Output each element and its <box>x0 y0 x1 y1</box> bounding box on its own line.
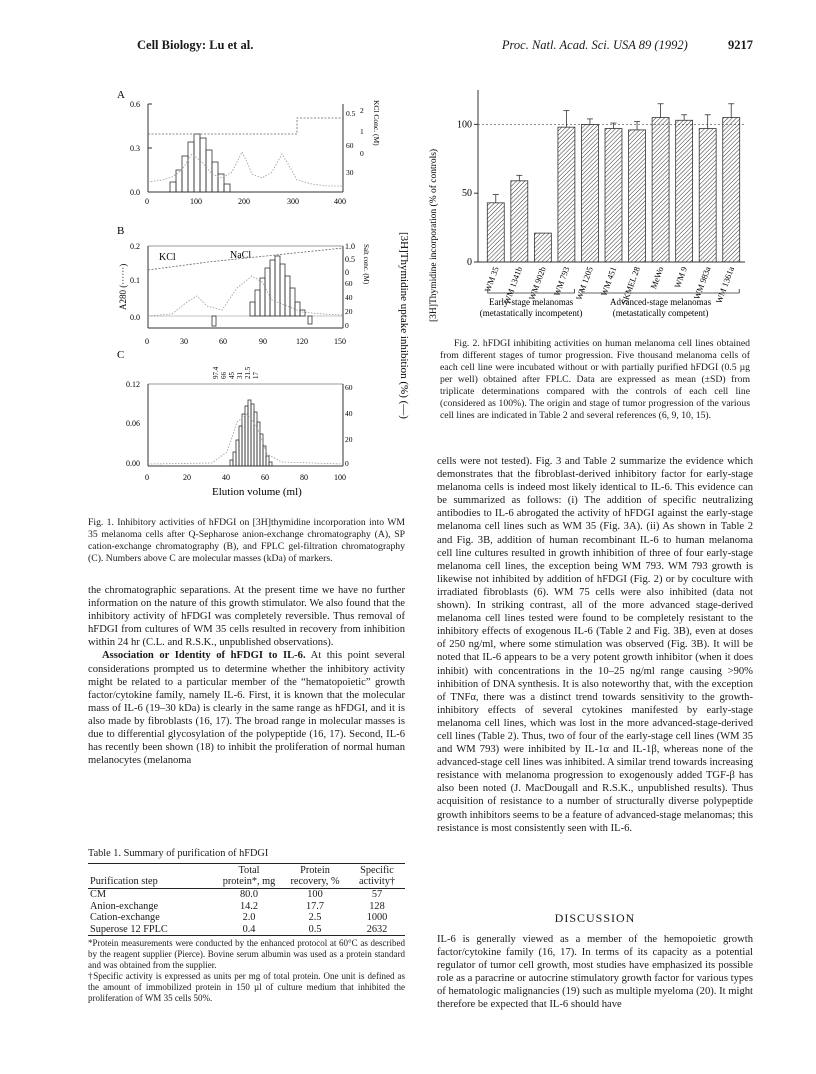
panel-a-kcl-tick: 2 <box>360 106 364 115</box>
paragraph: cells were not tested). Fig. 3 and Table 2 summarize the evidence which demonstrates that the fibroblast-derived inhibitory factor for early-stage melanoma cells is indeed most likely identical to IL-6. This evidence can be summarized as follows: (i) The addition of specific neutralizing antibodies to IL-6 abrogated the activity of hFDGI against the early-stage melanoma cell lines such as WM 35 (Fig. 3A). (ii) As shown in Table 2 and Fig. 3B, addition of human recombinant IL-6 to human melanoma cell line cultures resulted in growth inhibition of three of four early-stage melanoma cell lines, the exception being WM 793. WM 793 growth is likewise not inhibited by addition of hFDGI (Fig. 2) or by coculture with irradiated fibroblasts (6). WM 75 cells were also inhibited (data not shown). In striking contrast, all of the more advanced stage-derived melanoma cell lines tested were found to be completely resistant to the inhibitory effects of exogenous IL-6 (Table 2 and Fig. 3B), even at doses of 250 ng/ml, where some stimulation was observed (Fig. 3B). It will be noted that IL-6 appears to be a very potent growth inhibitor (when it does inhibit) with concentrations in the 10–25 ng/ml range causing >90% inhibition of DNA synthesis. It is also noteworthy that, with the exception of TNFα, there was a distinct trend towards sensitivity to the growth-inhibitory effects of several cytokines manifested by early-stage melanoma cell lines, which was lost in the more advanced-stage-derived cell lines (Table 2). Thus, two of four of the early-stage cell lines (WM 35 and WM 793) were inhibited by IL-1α and IL-1β, whereas none of the advanced-stage cell lines was inhibited. A similar trend towards increasing resistance with melanoma progression to exogenously added TGF-β has also been noted (J. MacDougall and R.S.K., unpublished results). Thus acquisition of resistance to a number of structurally diverse polypeptide growth inhibitors seems to be a feature of advanced-stage melanomas; this resistance is most consistently seen with IL-6. <box>437 456 753 834</box>
bar <box>558 127 575 262</box>
table-row <box>88 912 405 924</box>
panel-a-kcl-gradient <box>148 118 343 134</box>
panel-b-xtick: 150 <box>334 337 346 346</box>
category-label: WM 1205 <box>573 265 595 302</box>
panel-c-xtick: 40 <box>222 473 230 482</box>
bar <box>487 203 504 262</box>
histogram-bar <box>245 406 248 466</box>
histogram-bar <box>250 302 255 316</box>
histogram-bar <box>280 264 285 316</box>
panel-c-right-tick: 20 <box>345 435 353 444</box>
table-cell: 17.7 <box>305 900 325 912</box>
panel-a-xtick: 200 <box>238 197 250 206</box>
histogram-bar <box>206 150 212 192</box>
table-cell: CM <box>90 889 107 900</box>
histogram-bar <box>233 452 236 466</box>
histogram-bar <box>236 440 239 466</box>
discussion-heading: DISCUSSION <box>554 911 636 925</box>
table-footnote: *Protein measurements were conducted by the enhanced protocol at 60°C as described by the reagent supplier (Pierce). Bovine serum albumin was used as a protein standard and was obtained from the supplier. <box>88 938 405 970</box>
histogram-bar <box>255 290 260 316</box>
panel-a-xtick: 300 <box>287 197 299 206</box>
y-tick-label: 0 <box>467 257 472 268</box>
figure-2-caption: Fig. 2. hFDGI inhibiting activities on human melanoma cell lines obtained from different stages of tumor progression. Five thousand melanoma cells of each cell line were incubated without or with partially purified hFDGI (0.5 µg per well) obtained after FPLC. Data are expressed as mean (±SD) from triplicate determinations compared with the controls of each cell line (considered as 100%). The origin and stage of tumor progression of the various cell lines are indicated in Table 2 and several references (6, 9, 10, 15). <box>440 338 750 421</box>
table-footnotes <box>88 938 405 1004</box>
paragraph: IL-6 is generally viewed as a member of the hemopoietic growth factor/cytokine family (16, 17). In terms of its capacity as a potential regulator of tumor cell growth, most studies have emphasized its possible role as a paracrine or autocrine stimulatory growth factor for various types of hematologic malignancies (19) such as multiple myeloma (20). It might therefore be expected that IL-6 should have <box>437 934 753 1011</box>
category-label: WM 1361a <box>713 265 737 305</box>
histogram-bar <box>254 412 257 466</box>
category-label: MeWo <box>648 265 666 291</box>
panel-c-xtick: 80 <box>300 473 308 482</box>
panel-a-ytick: 0.6 <box>130 100 140 109</box>
histogram-bar <box>266 456 269 466</box>
panel-c-a280-trace <box>148 414 343 464</box>
panel-b-xtick: 60 <box>219 337 227 346</box>
histogram-bar <box>260 278 265 316</box>
table-cell: 80.0 <box>239 889 259 900</box>
histogram-bar <box>248 400 251 466</box>
category-label: WM 9 <box>672 265 690 290</box>
table-cell: 0.4 <box>242 923 256 935</box>
panel-a-kcl-label: KCl Conc. (M) <box>372 100 381 146</box>
table-cell: 2.0 <box>242 912 256 923</box>
panel-b-ytick: 0.1 <box>130 276 140 285</box>
table-header-row <box>88 864 405 889</box>
histogram-bar <box>242 414 245 466</box>
column-header: Total protein*, mg <box>222 865 276 887</box>
panel-c-xtick: 60 <box>261 473 269 482</box>
category-label: WM 35 <box>482 265 501 294</box>
bar <box>581 124 598 262</box>
y-axis-label: [3H]Thymidine incorporation (% of controls) <box>429 148 439 322</box>
panel-c-ytick: 0.06 <box>126 419 140 428</box>
histogram-bar <box>275 256 280 316</box>
marker-label: 21.5 <box>244 366 252 379</box>
advanced-stage-group-label: (metastatically competent) <box>612 308 709 318</box>
bar <box>699 129 716 262</box>
section-heading: Association or Identity of hFDGI to IL-6. <box>102 650 306 662</box>
panel-b-pct-tick: 60 <box>345 279 353 288</box>
table-footnote: †Specific activity is expressed as units per mg of total protein. One unit is defined as the amount of immobilized protein in 150 µl of culture medium that inhibited the proliferation of WM 35 cells 50%. <box>88 971 405 1003</box>
running-head-left: Cell Biology: Lu et al. <box>137 38 254 52</box>
table-cell: Cation-exchange <box>90 912 160 923</box>
histogram-bar <box>170 182 176 192</box>
marker-label: 17 <box>252 372 260 379</box>
panel-c-xtick: 0 <box>145 473 149 482</box>
histogram-bar <box>290 288 295 316</box>
paragraph: the chromatographic separations. At the present time we have no further information on the nature of this growth stimulator. We also found that the inhibitory activity of hFDGI was completely reversible. Thus removal of hFDGI from cultures of WM 35 cells resulted in recovery from inhibition within 24 hr (C.L. and R.S.K., unpublished observations). <box>88 585 405 649</box>
panel-c-axes <box>148 384 343 466</box>
panel-b-bars <box>212 256 312 326</box>
bar <box>629 130 646 262</box>
panel-b-salt-tick: 0 <box>345 268 349 277</box>
paragraph: Association or Identity of hFDGI to IL-6. At this point several considerations prompted us to determine whether the inhibitory activity might be related to a particular member of the “hematopoietic” growth factor/cytokine family, namely IL-6. First, it is known that the molecular mass of IL-6 (19–30 kDa) is clearly in the same range as hFDGI, and it is also made by fibroblasts (16, 17). The broad range in molecular masses is due to differential glycosylation of the polypeptide (16, 17). Second, IL-6 has recently been shown (18) to inhibit the proliferation of normal human melanocytes (melanoma <box>88 650 405 767</box>
histogram-bar <box>212 316 216 326</box>
table-row <box>88 889 405 901</box>
table-cell: 100 <box>307 889 323 900</box>
panel-c-right-tick: 0 <box>345 459 349 468</box>
panel-c-right-tick: 60 <box>345 383 353 392</box>
panel-c-right-tick: 40 <box>345 409 353 418</box>
histogram-bar <box>269 462 272 466</box>
running-head-right <box>373 38 753 53</box>
panel-a-right-tick: 0.5 <box>346 109 356 118</box>
histogram-bar <box>230 460 233 466</box>
panel-a-xtick: 0 <box>145 197 149 206</box>
panel-b-salt-tick: 0.5 <box>345 255 355 264</box>
histogram-bar <box>308 316 312 324</box>
bar <box>676 120 693 262</box>
panel-c-xtick: 20 <box>183 473 191 482</box>
table-cell: Anion-exchange <box>90 900 159 912</box>
panel-a-kcl-tick: 0 <box>360 149 364 158</box>
panel-b-pct-tick: 40 <box>345 293 353 302</box>
purification-table <box>88 863 405 936</box>
panel-c-letter: C <box>117 349 125 361</box>
bar <box>605 129 622 262</box>
panel-b-xtick: 90 <box>259 337 267 346</box>
table-row <box>88 924 405 936</box>
table-cell: 0.5 <box>308 923 322 935</box>
right-column-text <box>437 455 753 835</box>
table-cell: 128 <box>369 900 385 912</box>
category-label: SKMEL 28 <box>619 265 642 306</box>
panel-b-xtick: 30 <box>180 337 188 346</box>
advanced-stage-group-label: Advanced-stage melanomas <box>609 297 712 307</box>
panel-b-y-label: A280 (······) <box>118 263 128 310</box>
histogram-bar <box>212 162 218 192</box>
marker-label: 66 <box>220 372 228 379</box>
column-header: Specific activity† <box>358 865 396 887</box>
figure-1 <box>112 82 412 502</box>
panel-b-salt-tick: 1.0 <box>345 242 355 251</box>
histogram-bar <box>295 302 300 316</box>
table-cell: 14.2 <box>239 900 259 912</box>
panel-b-letter: B <box>117 225 125 237</box>
panel-c-ytick: 0.00 <box>126 459 140 468</box>
panel-c-markers <box>212 366 260 379</box>
table-body <box>88 889 405 936</box>
bar <box>723 118 740 262</box>
y-tick-label: 50 <box>462 188 472 200</box>
histogram-bar <box>188 142 194 192</box>
table-cell: Superose 12 FPLC <box>90 923 168 935</box>
panel-b-xtick: 120 <box>296 337 308 346</box>
category-label: WM 451 <box>598 265 619 298</box>
panel-a-xtick: 100 <box>190 197 202 206</box>
panel-b-ytick: 0.2 <box>130 242 140 251</box>
panel-a-axes <box>148 104 343 192</box>
histogram-bar <box>194 134 200 192</box>
table-row <box>88 901 405 913</box>
table-cell: 2632 <box>366 923 388 935</box>
panel-b-ytick: 0.0 <box>130 313 140 322</box>
panel-a-bars <box>170 134 230 192</box>
histogram-bar <box>182 156 188 192</box>
table-cell: 2.5 <box>308 912 322 923</box>
early-stage-group-label: (metastatically incompetent) <box>479 308 583 318</box>
table-cell: 1000 <box>366 912 388 923</box>
panel-a-right-tick: 30 <box>346 168 354 177</box>
histogram-bar <box>251 404 254 466</box>
fig1-right-axis-label: [3H]Thymidine uptake inhibition (%) (—) <box>398 232 410 419</box>
figure-2-chart <box>420 82 750 332</box>
histogram-bar <box>200 138 206 192</box>
column-header: Protein recovery, % <box>290 865 340 887</box>
panel-a-kcl-tick: 1 <box>360 127 364 136</box>
category-label: WM 983a <box>691 265 713 301</box>
marker-label: 97.4 <box>212 366 220 379</box>
category-label: WM 1341b <box>501 265 525 306</box>
panel-b-pct-tick: 20 <box>345 307 353 316</box>
panel-a-xtick: 400 <box>334 197 346 206</box>
histogram-bar <box>224 184 230 192</box>
bar <box>652 118 669 262</box>
table-1 <box>88 848 405 1004</box>
histogram-bar <box>300 310 305 316</box>
panel-b-xtick: 0 <box>145 337 149 346</box>
category-label: WM 793 <box>551 265 572 298</box>
bar <box>511 181 528 262</box>
journal-citation: Proc. Natl. Acad. Sci. USA 89 (1992) <box>501 38 688 52</box>
table-cell: 57 <box>371 889 383 900</box>
panel-b-a280-trace <box>148 276 343 316</box>
figure-2 <box>420 82 750 332</box>
column-header: Purification step <box>90 876 158 887</box>
y-tick-label: 100 <box>457 119 472 131</box>
panel-a-a280-trace <box>148 152 343 186</box>
figure-1-plots <box>112 82 412 502</box>
histogram-bar <box>270 260 275 316</box>
figure-1-caption: Fig. 1. Inhibitory activities of hFDGI on [3H]thymidine incorporation into WM 35 melanoma cells after Q-Sepharose anion-exchange chromatography (A), SP cation-exchange chromatography (B), and FPLC gel-filtration chromatography (C). Numbers above C are molecular masses (kDa) of markers. <box>88 517 405 564</box>
panel-c-xtick: 100 <box>334 473 346 482</box>
panel-c-bars <box>230 400 272 466</box>
left-column-text <box>88 584 405 767</box>
histogram-bar <box>239 426 242 466</box>
discussion-text <box>437 933 753 1012</box>
panel-a-ytick: 0.0 <box>130 188 140 197</box>
panel-b-nacl-label: NaCl <box>230 250 252 261</box>
panel-c-ytick: 0.12 <box>126 380 140 389</box>
category-label: WM 902b <box>526 265 548 302</box>
table-title: Table 1. Summary of purification of hFDGI <box>88 848 269 859</box>
histogram-bar <box>285 276 290 316</box>
panel-b-salt-label: Salt conc. (M) <box>362 244 370 285</box>
panel-a-ytick: 0.3 <box>130 144 140 153</box>
panel-a-letter: A <box>117 89 125 101</box>
panel-c-xlabel: Elution volume (ml) <box>212 486 302 498</box>
panel-b-pct-tick: 0 <box>345 321 349 330</box>
early-stage-group-label: Early-stage melanomas <box>488 297 574 307</box>
histogram-bar <box>263 446 266 466</box>
marker-label: 31 <box>236 372 244 379</box>
marker-label: 45 <box>228 372 236 379</box>
bar <box>534 233 551 262</box>
panel-b-kcl-label: KCl <box>159 252 176 263</box>
panel-a-right-tick: 60 <box>346 141 354 150</box>
page-number: 9217 <box>728 38 753 52</box>
